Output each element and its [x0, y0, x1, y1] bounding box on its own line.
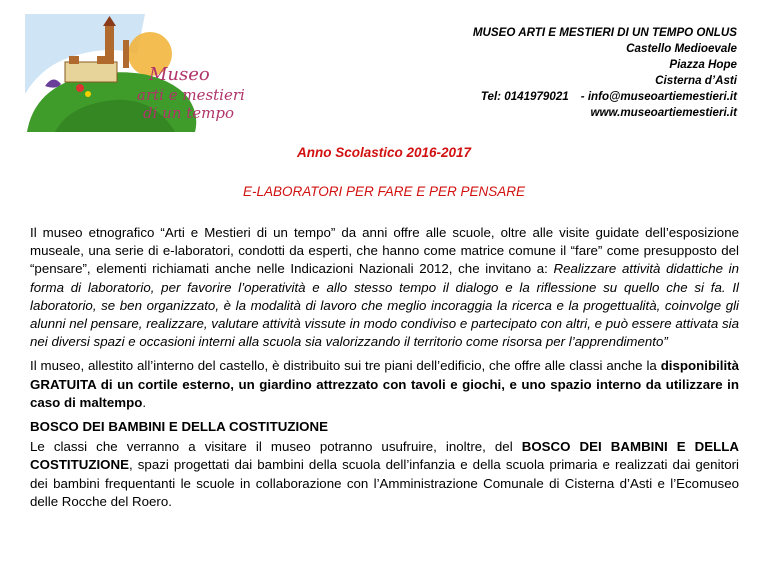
address-town: Cisterna d’Asti — [655, 74, 737, 87]
bosco-paragraph — [30, 438, 739, 511]
bosco-intro: Le classi che verranno a visitare il museo potranno usufruire, inoltre, del — [30, 439, 522, 455]
address-square: Piazza Hope — [669, 58, 737, 71]
indicazioni-quote: Realizzare attività didattiche in forma di laboratorio, per favorire l’operatività e allo stesso tempo il dialogo e la riflessione su quello che si fa. Il laboratorio, se ben organizzato, è la modalità di lavoro che meglio incoraggia la ricerca e la progettualità, coinvolge gli alunni nel pensare, realizzare, valutare attività vissute in modo condiviso e partecipato con altri, e può essere attivata sia nei diversi spazi e occasioni interni alla scuola sia valorizzando il territorio come risorsa per l’apprendimento” — [30, 261, 739, 350]
logo-graphic — [25, 14, 245, 132]
museum-description-end: . — [142, 394, 147, 410]
document-title: E-LABORATORI PER FARE E PER PENSARE — [242, 184, 526, 199]
section-heading: BOSCO DEI BAMBINI E DELLA COSTITUZIONE — [30, 419, 328, 435]
school-year-heading: Anno Scolastico 2016-2017 — [296, 145, 472, 160]
org-name: MUSEO ARTI E MESTIERI DI UN TEMPO ONLUS — [472, 26, 737, 39]
bosco-name: BOSCO DEI BAMBINI E DELLA COSTITUZIONE — [30, 439, 739, 473]
logo-text-line1: Museo — [149, 64, 210, 85]
museum-description-text: Il museo, allestito all’interno del castello, è distribuito sui tre piani dell’edificio, che offre alle classi anche la — [30, 358, 661, 374]
email-link[interactable]: - info@museoartiemestieri.it — [580, 90, 737, 103]
logo-text-line3: di un tempo — [143, 104, 235, 122]
museum-description-paragraph — [30, 357, 739, 412]
address-place: Castello Medioevale — [626, 42, 737, 55]
website-link[interactable]: www.museoartiemestieri.it — [590, 106, 737, 119]
museum-address-block — [377, 25, 737, 121]
intro-paragraph — [30, 224, 739, 351]
bosco-description: , spazi progettati dai bambini della scuola dell’infanzia e della scuola primaria e realizzati dai genitori dei bambini frequentanti le scuole in collaborazione con l’Amministrazione Comunale di Cisterna d’Asti e l’Ecomuseo delle Rocche del Roero. — [30, 457, 739, 509]
logo-text-line2: arti e mestieri — [137, 86, 245, 104]
museum-logo — [25, 14, 245, 132]
intro-text: Il museo etnografico “Arti e Mestieri di un tempo” da anni offre alle scuole, oltre alle visite guidate dell’esposizione museale, una serie di e-laboratori, condotti da esperti, che hanno come matrice comune il “fare” come presupposto del “pensare”, elementi richiamati anche nelle Indicazioni Nazionali 2012, che invitano a: — [30, 225, 739, 277]
document-body — [30, 224, 739, 517]
contact-row — [377, 89, 737, 105]
phone-number: Tel: 0141979021 — [480, 90, 569, 103]
free-spaces-text: disponibilità GRATUITA di un cortile esterno, un giardino attrezzato con tavoli e giochi, e uno spazio interno da utilizzare in caso di maltempo — [30, 358, 739, 410]
